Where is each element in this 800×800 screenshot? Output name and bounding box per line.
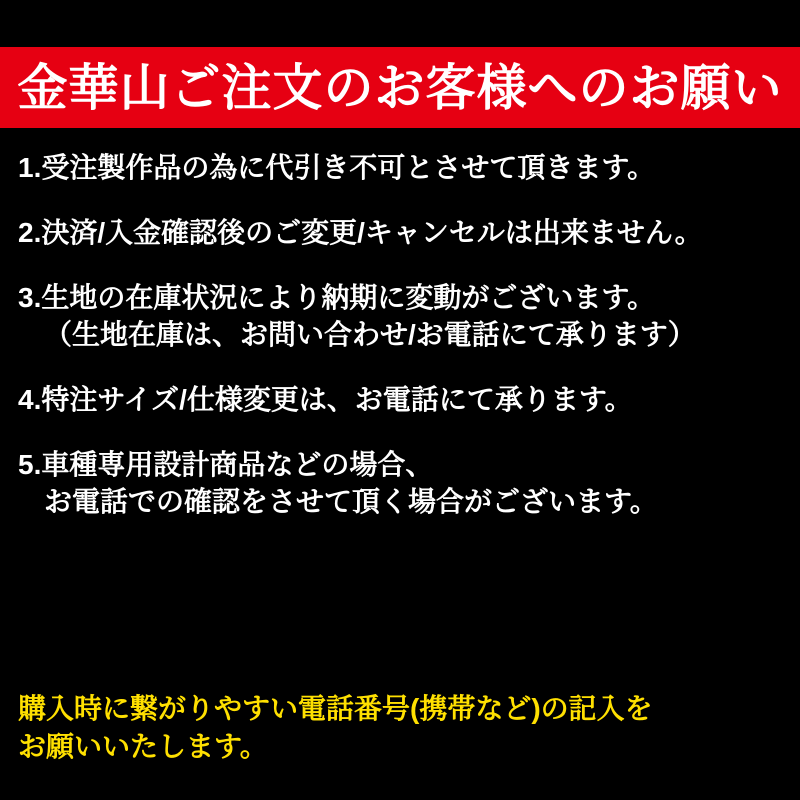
list-item [18,215,782,252]
notice-line-primary: 1.受注製作品の為に代引き不可とさせて頂きます。 [18,152,656,183]
notice-line-primary: 3.生地の在庫状況により納期に変動がございます。 [18,281,656,313]
notice-list [0,150,800,549]
list-item [18,150,782,187]
list-item [18,382,782,419]
notice-line-primary: 4.特注サイズ/仕様変更は、お電話にて承ります。 [18,383,633,415]
footer-request [18,690,788,766]
notice-line-secondary: お電話での確認をさせて頂く場合がございます。 [44,485,658,517]
footer-line-1: 購入時に繋がりやすい電話番号(携帯など)の記入を [18,693,653,724]
notice-line-secondary: （生地在庫は、お問い合わせ/お電話にて承ります） [44,318,696,350]
banner-header [0,47,800,128]
footer-line-2: お願いいたします。 [18,731,268,763]
notice-line-primary: 2.決済/入金確認後のご変更/キャンセルは出来ません。 [18,216,703,248]
list-item [18,447,782,521]
notice-line-primary: 5.車種専用設計商品などの場合、 [18,448,434,480]
list-item [18,280,782,354]
banner-title: 金華山ご注文のお客様へのお願い [17,59,783,116]
